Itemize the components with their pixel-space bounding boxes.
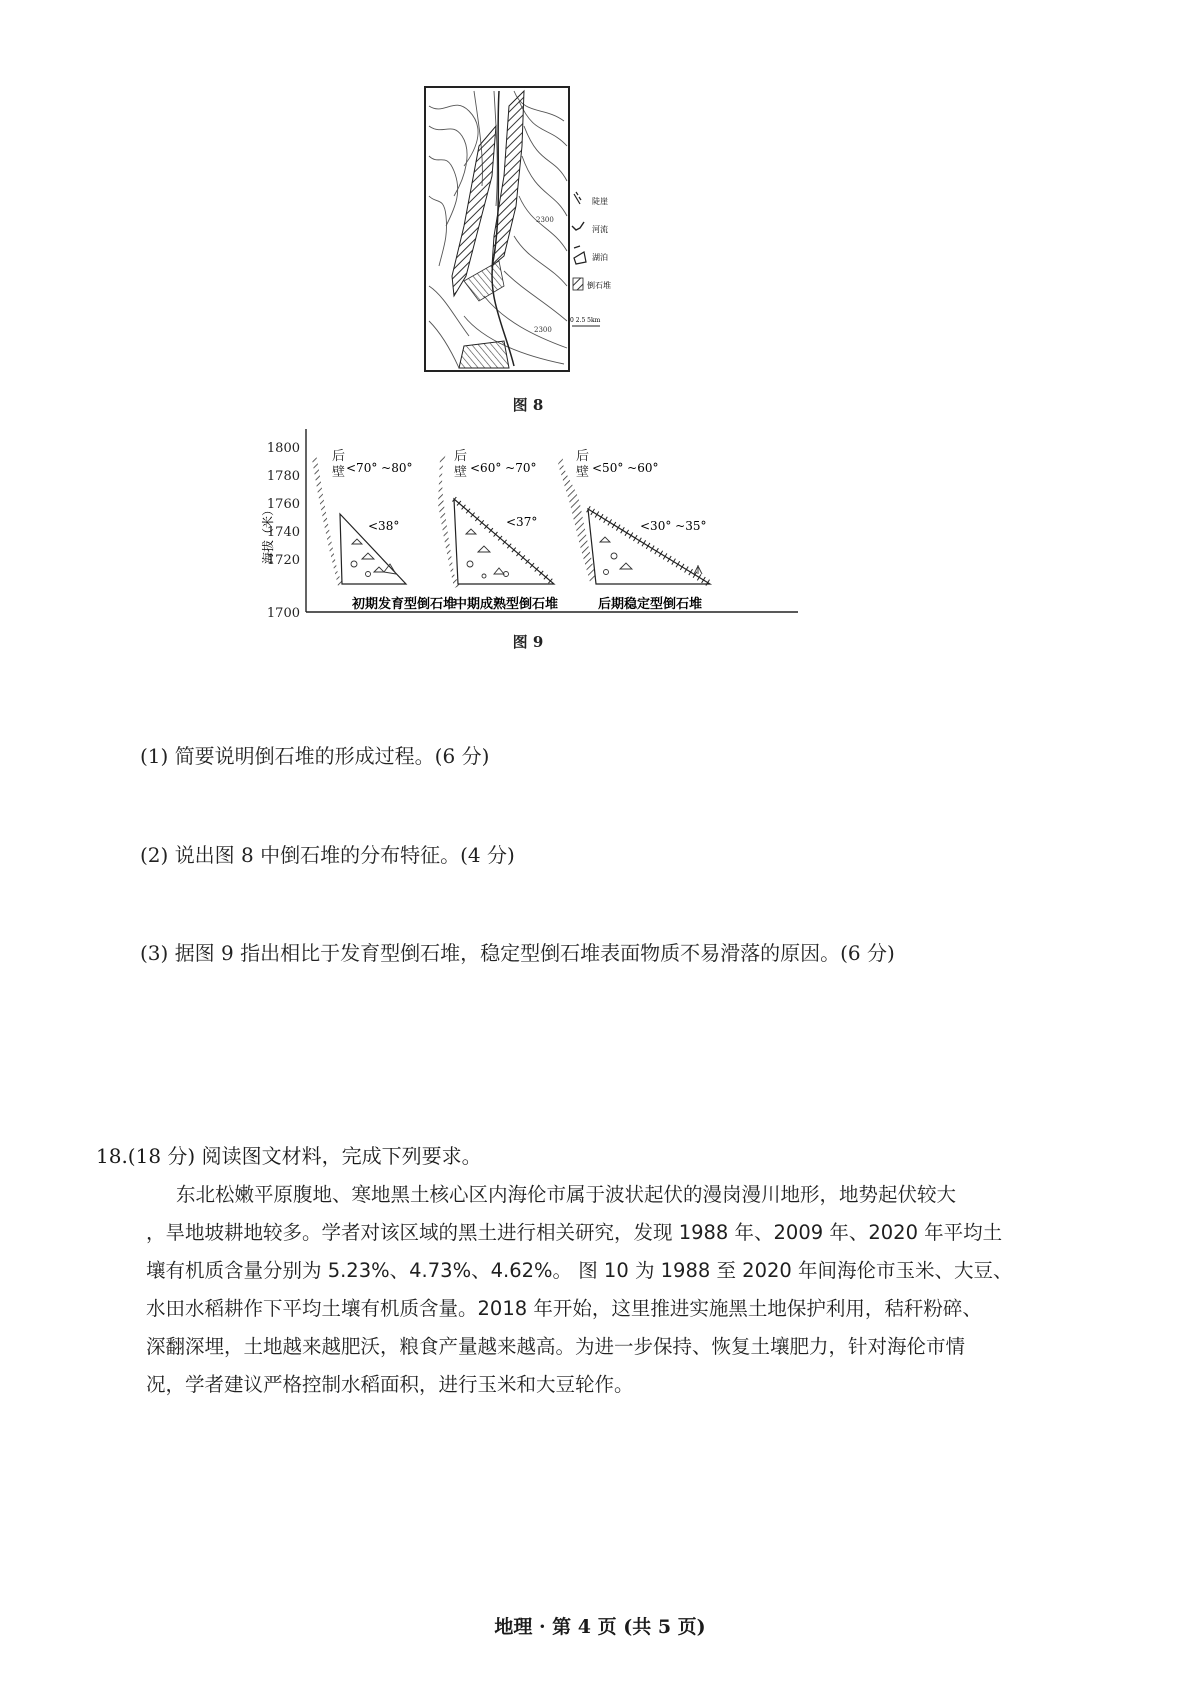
- y-axis-label: 海拔（米）: [261, 503, 275, 564]
- page-footer: 地理 · 第 4 页 (共 5 页): [494, 1616, 706, 1638]
- figure-8-caption: 图 8: [512, 396, 544, 414]
- legend-label: 河流: [592, 225, 608, 234]
- panel-title: 后期稳定型倒石堆: [598, 597, 703, 612]
- wall-angle: <60° ~70°: [470, 461, 537, 475]
- y-tick: 1720: [266, 553, 300, 568]
- scale-label: 0 2.5 5km: [570, 317, 601, 324]
- panel-title: 初期发育型倒石堆: [352, 597, 457, 612]
- slope-angle: <38°: [368, 519, 400, 533]
- legend-label: 陡崖: [592, 197, 608, 206]
- material-line: 水田水稻耕作下平均土壤有机质含量。2018 年开始，这里推进实施黑土地保护利用，秸秆粉碎、: [146, 1297, 982, 1320]
- question-18-material: [146, 1176, 1066, 1404]
- svg-text:后: 后: [576, 449, 590, 464]
- y-tick: 1740: [266, 525, 300, 540]
- river-icon: [572, 222, 584, 230]
- panel-title: 中期成熟型倒石堆: [454, 597, 559, 612]
- svg-text:后: 后: [454, 449, 468, 464]
- material-line: ，旱地坡耕地较多。学者对该区域的黑土进行相关研究，发现 1988 年、2009 年、2020 年平均土: [146, 1221, 1003, 1244]
- legend-label: 倒石堆: [587, 281, 611, 290]
- contour-label: 2300: [536, 216, 554, 224]
- slope-angle: <37°: [506, 515, 538, 529]
- cliff-icon: [574, 192, 581, 204]
- y-tick: 1800: [266, 441, 300, 456]
- material-line: 壤有机质含量分别为 5.23%、4.73%、4.62%。 图 10 为 1988 至 2020 年间海伦市玉米、大豆、: [146, 1259, 1013, 1282]
- material-line: 深翻深埋，土地越来越肥沃，粮食产量越来越高。为进一步保持、恢复土壤肥力，针对海伦市情: [146, 1335, 966, 1358]
- y-tick: 1700: [266, 606, 300, 621]
- wall-label: 后: [332, 449, 346, 464]
- profile-panel-early: [312, 449, 456, 612]
- wall-angle: <50° ~60°: [592, 461, 659, 475]
- svg-text:壁: 壁: [576, 465, 590, 480]
- scree-icon: [573, 278, 583, 290]
- legend-label: 湖泊: [592, 253, 608, 262]
- slope-angle: <30° ~35°: [640, 519, 707, 533]
- material-line: 东北松嫩平原腹地、寒地黑土核心区内海伦市属于波状起伏的漫岗漫川地形，地势起伏较大: [176, 1183, 957, 1206]
- question-17-2: (2) 说出图 8 中倒石堆的分布特征。(4 分): [140, 843, 515, 867]
- figure-9-profiles: [258, 424, 806, 624]
- lake-icon: [574, 246, 586, 264]
- figure-8-map: [424, 86, 632, 372]
- y-tick: 1760: [266, 497, 300, 512]
- y-tick: 1780: [266, 469, 300, 484]
- question-18-heading: 18.(18 分) 阅读图文材料，完成下列要求。: [96, 1144, 482, 1168]
- contour-label: 2300: [534, 326, 552, 334]
- wall-angle: <70° ~80°: [346, 461, 413, 475]
- question-17-3: (3) 据图 9 指出相比于发育型倒石堆，稳定型倒石堆表面物质不易滑落的原因。(6 分): [140, 941, 895, 965]
- map-legend: [570, 192, 611, 326]
- svg-text:壁: 壁: [332, 465, 346, 480]
- question-17-1: (1) 简要说明倒石堆的形成过程。(6 分): [140, 744, 490, 768]
- profile-panel-late: [558, 449, 710, 612]
- svg-text:壁: 壁: [454, 465, 468, 480]
- figure-9-caption: 图 9: [512, 633, 544, 651]
- profile-panel-middle: [438, 449, 558, 612]
- material-line: 况，学者建议严格控制水稻面积，进行玉米和大豆轮作。: [146, 1373, 634, 1396]
